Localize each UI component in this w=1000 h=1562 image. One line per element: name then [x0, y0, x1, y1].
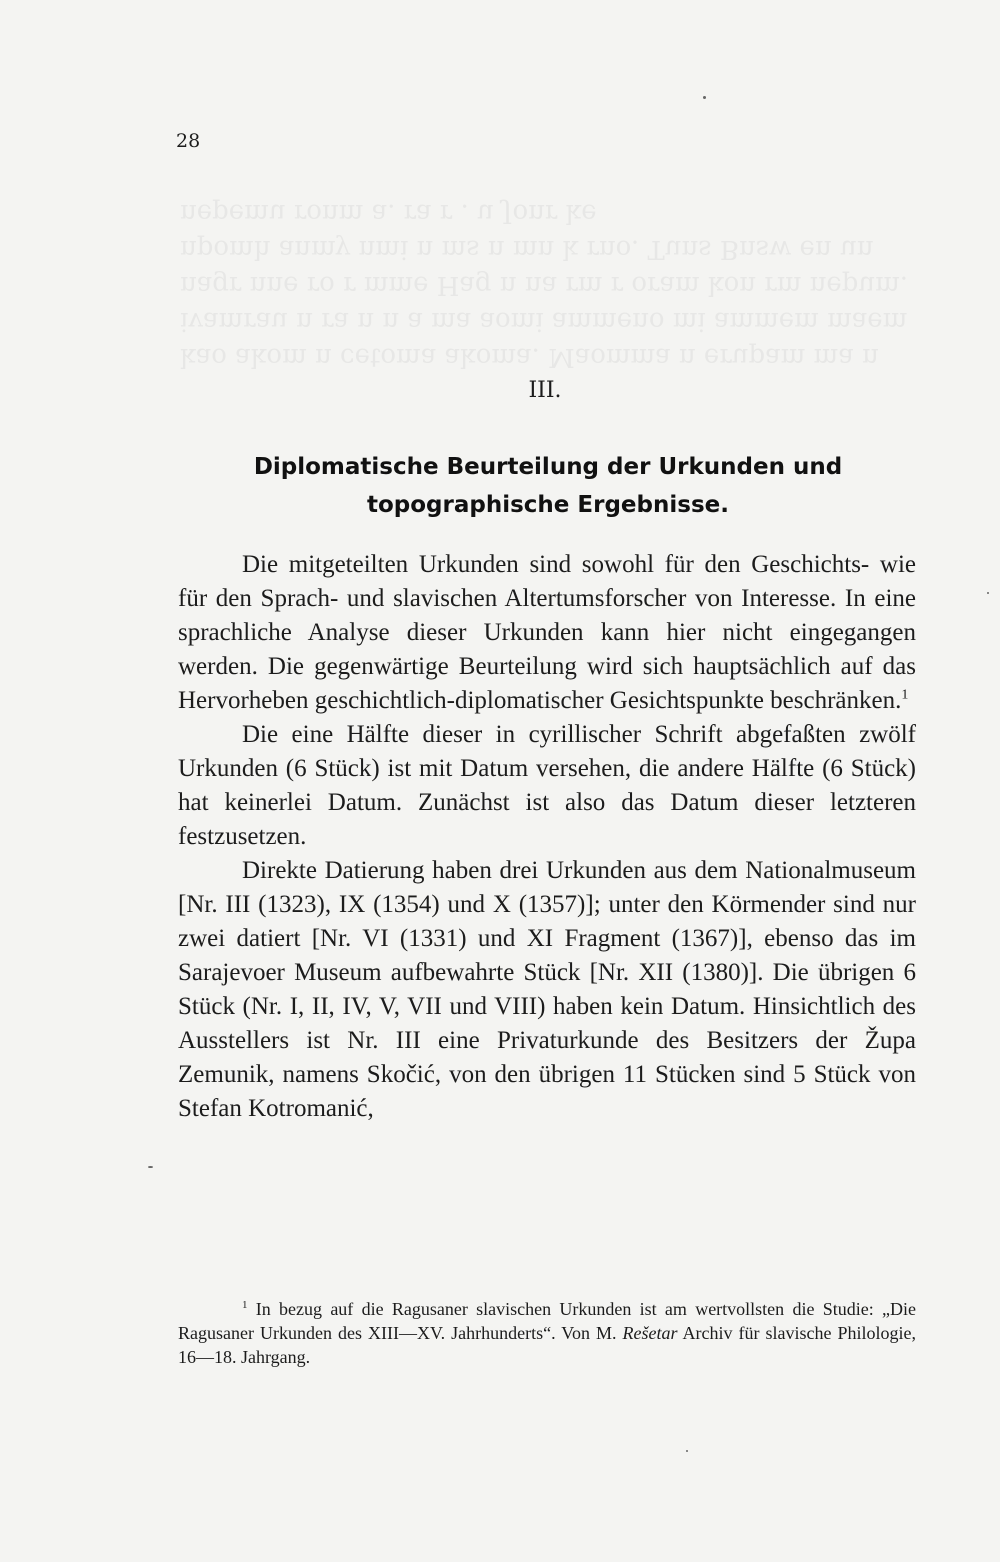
footnote-reference: 1 — [901, 687, 909, 703]
paragraph-3-text: Direkte Datierung haben drei Urkunden aus dem Nationalmuseum [Nr. III (1323), IX (1354) und X (1357)]; unter den Körmender sind nur zwei datiert [Nr. VI (1331) und XI Fragment (1367)], ebenso das im Sarajevoer Museum aufbewahrte Stück [Nr. XII (1380)]. Die übrigen 6 Stück (Nr. I, II, IV, V, VII und VIII) haben kein Datum. Hinsichtlich des Ausstellers ist Nr. III eine Privaturkunde des Besitzers der Župa Zemunik, namens Skočić, von den übrigen 11 Stücken sind 5 Stück von Stefan Kotromanić, — [178, 857, 916, 1122]
paragraph-3 — [178, 854, 916, 1126]
paragraph-2 — [178, 718, 916, 854]
body-text — [178, 548, 916, 1126]
paragraph-2-text: Die eine Hälfte dieser in cyrillischer Schrift abgefaßten zwölf Urkunden (6 Stück) ist mit Datum versehen, die andere Hälfte (6 Stück) hat keinerlei Datum. Zunächst ist also das Datum dieser letzteren festzusetzen. — [178, 721, 916, 850]
chapter-heading: Diplomatische Beurteilung der Urkunden und topographische Ergebnisse. — [253, 454, 843, 518]
footnote — [178, 1293, 916, 1369]
footnote-text-after: Archiv für slavische Philologie, 16—18. Jahrgang. — [178, 1323, 917, 1367]
paragraph-1 — [178, 548, 916, 718]
scan-speck — [686, 1450, 688, 1452]
scan-speck — [148, 1166, 153, 1168]
page-number: 28 — [176, 130, 201, 152]
bleed-through-text: kao akom n cetoma akoma. Maomma n erupam ma n ivamrau n ra n n a ma aomi ammeno mi ammem maem nagr nne ro r mme Hag n na rm r oram kon rm nepum. npomh anmy nmi n ms n mn k rno. Tuns Bnsw en un nepemu ronm a. ra r . u Jonr ke — [180, 198, 909, 372]
scan-speck — [703, 96, 706, 99]
footnote-text-before: In bezug auf die Ragusaner slavischen Urkunden ist am wertvollsten die Studie: „Die Ragusaner Urkunden des XIII—XV. Jahrhunderts“. Von M. — [178, 1299, 916, 1343]
footnote-paragraph — [178, 1293, 916, 1369]
scan-speck — [987, 592, 989, 594]
paragraph-1-text: Die mitgeteilten Urkunden sind sowohl für den Geschichts- wie für den Sprach- und slavischen Altertumsforscher von Interesse. In eine sprachliche Analyse dieser Urkunden kann hier nicht eingegangen werden. Die gegenwärtige Beurteilung wird sich hauptsächlich auf das Hervorheben geschichtlich-diplomatischer Gesichtspunkte beschränken. — [178, 551, 916, 714]
chapter-number: III. — [528, 378, 562, 403]
footnote-author: Rešetar — [622, 1323, 678, 1343]
footnote-marker: 1 — [242, 1299, 248, 1311]
